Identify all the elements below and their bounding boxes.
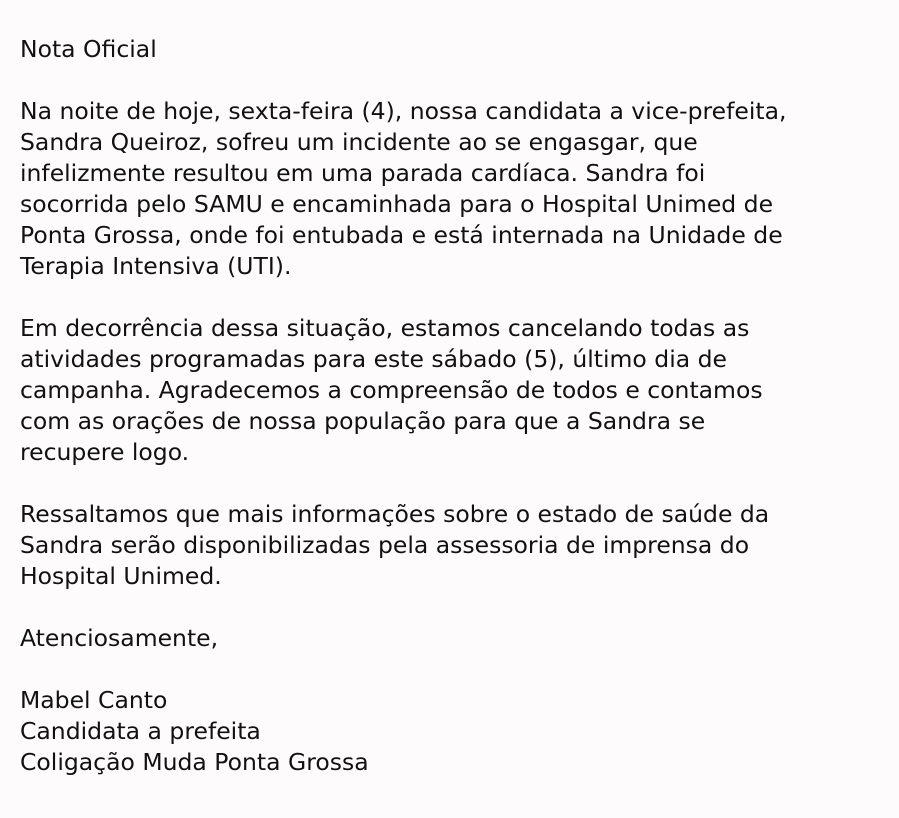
paragraph-line: com as orações de nossa população para que a Sandra se	[20, 407, 706, 435]
closing-salutation: Atenciosamente,	[20, 624, 219, 652]
signer-coalition: Coligação Muda Ponta Grossa	[20, 748, 369, 776]
paragraph-line: Sandra serão disponibilizadas pela assessoria de imprensa do	[20, 531, 750, 559]
paragraph-line: recupere logo.	[20, 438, 190, 466]
signer-name: Mabel Canto	[20, 686, 168, 714]
paragraph-line: Hospital Unimed.	[20, 562, 222, 590]
paragraph-cancellation	[20, 313, 879, 468]
paragraph-line: Ressaltamos que mais informações sobre o estado de saúde da	[20, 500, 770, 528]
signature-block	[20, 685, 879, 778]
paragraph-line: Em decorrência dessa situação, estamos cancelando todas as	[20, 314, 750, 342]
note-title: Nota Oficial	[20, 35, 157, 63]
paragraph-line: Ponta Grossa, onde foi entubada e está internada na Unidade de	[20, 221, 783, 249]
paragraph-line: atividades programadas para este sábado (5), último dia de	[20, 345, 727, 373]
paragraph-line: Sandra Queiroz, sofreu um incidente ao se engasgar, que	[20, 128, 698, 156]
paragraph-information	[20, 499, 879, 592]
signer-role: Candidata a prefeita	[20, 717, 261, 745]
paragraph-line: socorrida pelo SAMU e encaminhada para o Hospital Unimed de	[20, 190, 774, 218]
paragraph-line: campanha. Agradecemos a compreensão de todos e contamos	[20, 376, 763, 404]
paragraph-line: Terapia Intensiva (UTI).	[20, 252, 292, 280]
paragraph-line: infelizmente resultou em uma parada cardíaca. Sandra foi	[20, 159, 706, 187]
paragraph-line: Na noite de hoje, sexta-feira (4), nossa candidata a vice-prefeita,	[20, 97, 787, 125]
paragraph-incident	[20, 96, 879, 282]
